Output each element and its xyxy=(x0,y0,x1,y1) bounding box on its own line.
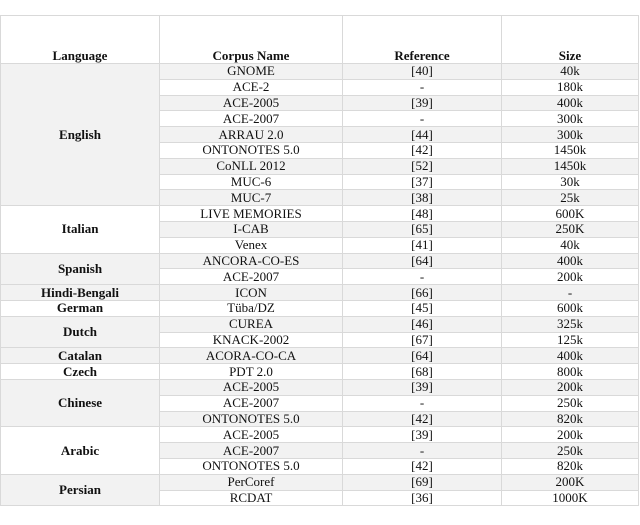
corpus-name-cell: ACE-2007 xyxy=(160,269,343,285)
size-cell: 820k xyxy=(502,458,639,474)
corpus-name-cell: GNOME xyxy=(160,64,343,80)
reference-cell: [39] xyxy=(343,379,502,395)
reference-cell: [44] xyxy=(343,127,502,143)
corpus-name-cell: ONTONOTES 5.0 xyxy=(160,411,343,427)
size-cell: 30k xyxy=(502,174,639,190)
size-cell: 1000K xyxy=(502,490,639,506)
reference-cell: [42] xyxy=(343,411,502,427)
table-row xyxy=(1,316,639,332)
reference-cell: [52] xyxy=(343,158,502,174)
table-body xyxy=(1,64,639,506)
corpus-name-cell: ACE-2005 xyxy=(160,427,343,443)
reference-cell: [64] xyxy=(343,253,502,269)
reference-cell: [42] xyxy=(343,142,502,158)
corpus-name-cell: ACE-2005 xyxy=(160,379,343,395)
size-cell: 125k xyxy=(502,332,639,348)
corpus-name-cell: KNACK-2002 xyxy=(160,332,343,348)
corpus-name-cell: ACE-2007 xyxy=(160,111,343,127)
corpus-name-cell: PerCoref xyxy=(160,474,343,490)
corpus-name-cell: ICON xyxy=(160,285,343,301)
size-cell: - xyxy=(502,285,639,301)
reference-cell: [68] xyxy=(343,364,502,380)
reference-cell: [41] xyxy=(343,237,502,253)
language-cell: Spanish xyxy=(1,253,160,285)
reference-cell: - xyxy=(343,395,502,411)
language-cell: German xyxy=(1,300,160,316)
size-cell: 180k xyxy=(502,79,639,95)
reference-cell: [39] xyxy=(343,427,502,443)
corpus-name-cell: RCDAT xyxy=(160,490,343,506)
corpus-name-cell: ONTONOTES 5.0 xyxy=(160,458,343,474)
size-cell: 400k xyxy=(502,95,639,111)
reference-cell: [40] xyxy=(343,64,502,80)
header-corpus-name: Corpus Name xyxy=(160,16,343,64)
language-cell: Arabic xyxy=(1,427,160,474)
size-cell: 40k xyxy=(502,237,639,253)
reference-cell: - xyxy=(343,111,502,127)
corpus-name-cell: ACE-2 xyxy=(160,79,343,95)
corpus-name-cell: ACE-2005 xyxy=(160,95,343,111)
reference-cell: [36] xyxy=(343,490,502,506)
size-cell: 325k xyxy=(502,316,639,332)
table-row xyxy=(1,348,639,364)
size-cell: 600k xyxy=(502,300,639,316)
reference-cell: - xyxy=(343,79,502,95)
size-cell: 200k xyxy=(502,269,639,285)
size-cell: 400k xyxy=(502,348,639,364)
table-header xyxy=(1,16,639,64)
reference-cell: [38] xyxy=(343,190,502,206)
table-row xyxy=(1,285,639,301)
reference-cell: [39] xyxy=(343,95,502,111)
language-cell: Persian xyxy=(1,474,160,506)
language-cell: Dutch xyxy=(1,316,160,348)
language-cell: Hindi-Bengali xyxy=(1,285,160,301)
corpus-name-cell: I-CAB xyxy=(160,221,343,237)
reference-cell: [48] xyxy=(343,206,502,222)
size-cell: 300k xyxy=(502,127,639,143)
size-cell: 1450k xyxy=(502,142,639,158)
language-cell: Czech xyxy=(1,364,160,380)
table-row xyxy=(1,364,639,380)
reference-cell: [42] xyxy=(343,458,502,474)
reference-cell: - xyxy=(343,269,502,285)
reference-cell: [46] xyxy=(343,316,502,332)
size-cell: 300k xyxy=(502,111,639,127)
reference-cell: [69] xyxy=(343,474,502,490)
corpus-name-cell: PDT 2.0 xyxy=(160,364,343,380)
size-cell: 820k xyxy=(502,411,639,427)
table-row xyxy=(1,64,639,80)
corpus-name-cell: CUREA xyxy=(160,316,343,332)
language-cell: Catalan xyxy=(1,348,160,364)
language-cell: Chinese xyxy=(1,379,160,426)
corpus-name-cell: ARRAU 2.0 xyxy=(160,127,343,143)
table-row xyxy=(1,474,639,490)
size-cell: 250k xyxy=(502,443,639,459)
corpus-name-cell: LIVE MEMORIES xyxy=(160,206,343,222)
table-row xyxy=(1,427,639,443)
table-row xyxy=(1,379,639,395)
table-row xyxy=(1,206,639,222)
corpus-name-cell: Venex xyxy=(160,237,343,253)
language-cell: English xyxy=(1,64,160,206)
size-cell: 400k xyxy=(502,253,639,269)
reference-cell: [66] xyxy=(343,285,502,301)
corpus-name-cell: Tüba/DZ xyxy=(160,300,343,316)
cropped-caption-descenders xyxy=(0,0,640,3)
size-cell: 200k xyxy=(502,427,639,443)
table-row xyxy=(1,253,639,269)
size-cell: 250K xyxy=(502,221,639,237)
corpus-name-cell: ACORA-CO-CA xyxy=(160,348,343,364)
header-size: Size xyxy=(502,16,639,64)
size-cell: 600K xyxy=(502,206,639,222)
reference-cell: [67] xyxy=(343,332,502,348)
corpus-name-cell: ACE-2007 xyxy=(160,395,343,411)
corpus-name-cell: CoNLL 2012 xyxy=(160,158,343,174)
size-cell: 200K xyxy=(502,474,639,490)
size-cell: 200k xyxy=(502,379,639,395)
table-row xyxy=(1,300,639,316)
header-row xyxy=(1,16,639,64)
size-cell: 25k xyxy=(502,190,639,206)
header-reference: Reference xyxy=(343,16,502,64)
corpus-name-cell: ANCORA-CO-ES xyxy=(160,253,343,269)
corpus-name-cell: ACE-2007 xyxy=(160,443,343,459)
reference-cell: - xyxy=(343,443,502,459)
size-cell: 800k xyxy=(502,364,639,380)
reference-cell: [65] xyxy=(343,221,502,237)
language-cell: Italian xyxy=(1,206,160,253)
header-language: Language xyxy=(1,16,160,64)
corpus-name-cell: MUC-6 xyxy=(160,174,343,190)
size-cell: 1450k xyxy=(502,158,639,174)
corpus-name-cell: ONTONOTES 5.0 xyxy=(160,142,343,158)
reference-cell: [45] xyxy=(343,300,502,316)
corpus-name-cell: MUC-7 xyxy=(160,190,343,206)
corpus-table xyxy=(0,15,639,506)
reference-cell: [64] xyxy=(343,348,502,364)
size-cell: 250k xyxy=(502,395,639,411)
reference-cell: [37] xyxy=(343,174,502,190)
size-cell: 40k xyxy=(502,64,639,80)
